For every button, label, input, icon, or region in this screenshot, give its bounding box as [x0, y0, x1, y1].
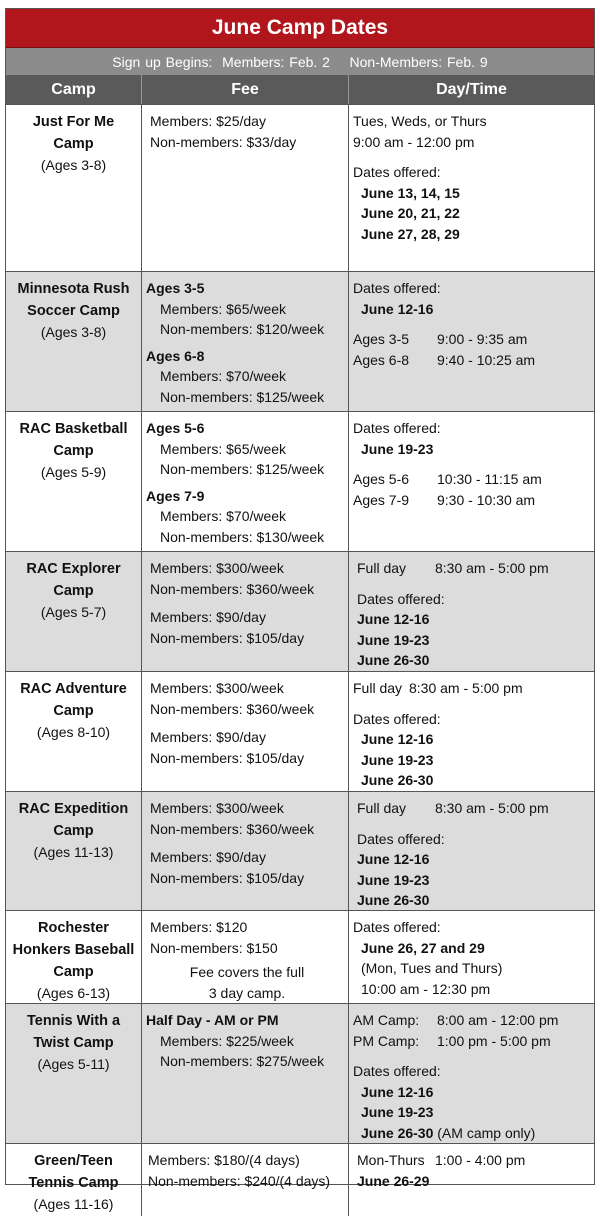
- table-row: [6, 1143, 594, 1216]
- table-row: [6, 910, 594, 1003]
- camp-cell: [6, 911, 142, 1003]
- camp-cell: [6, 672, 142, 791]
- camp-ages: (Ages 5-9): [40, 464, 107, 480]
- date-item: June 13, 14, 15: [361, 184, 460, 201]
- fee-line: Members: $65/week: [160, 440, 287, 457]
- dates-label: Dates offered:: [353, 420, 441, 436]
- camp-cell: [6, 412, 142, 551]
- time-pair: Ages 5-6 10:30 - 11:15 am: [353, 471, 542, 487]
- date-item: June 19-23: [357, 871, 430, 888]
- day-cell: [349, 1004, 594, 1143]
- day-cell: [349, 412, 594, 551]
- header-day-time: Day/Time: [436, 80, 507, 98]
- day-line: (Mon, Tues and Thurs): [361, 960, 503, 976]
- date-item: June 26-30 (AM camp only): [361, 1124, 536, 1141]
- camp-name: Rochester: [38, 920, 109, 936]
- camp-cell: [6, 792, 142, 911]
- fee-group-head: Half Day - AM or PM: [146, 1012, 279, 1028]
- fee-cell: [142, 792, 349, 911]
- fee-line: Members: $25/day: [150, 113, 266, 129]
- page-title: June Camp Dates: [6, 9, 594, 48]
- fee-group-head: Ages 7-9: [146, 487, 205, 504]
- signup-nonmembers: Non-Members: Feb. 9: [349, 53, 488, 70]
- camp-ages: (Ages 11-13): [33, 844, 114, 860]
- day-cell: [349, 672, 594, 791]
- camp-cell: [6, 1004, 142, 1143]
- camp-name: Camp: [53, 964, 94, 980]
- fee-cell: [142, 272, 349, 411]
- date-item: June 12-16: [361, 731, 434, 747]
- camp-cell: [6, 1144, 142, 1216]
- table-row: [6, 791, 594, 910]
- table-row: [6, 411, 594, 551]
- dates-label: Dates offered:: [357, 590, 445, 607]
- fee-line: Members: $90/day: [150, 729, 266, 745]
- day-line: 9:00 am - 12:00 pm: [353, 133, 475, 150]
- time-pair: PM Camp: 1:00 pm - 5:00 pm: [353, 1032, 551, 1049]
- date-item: June 12-16: [361, 300, 434, 317]
- dates-label: Dates offered:: [353, 919, 441, 935]
- fee-line: Members: $225/week: [160, 1032, 294, 1049]
- camp-cell: [6, 552, 142, 671]
- camp-name: Camp: [53, 136, 94, 152]
- date-item: June 26, 27 and 29: [361, 939, 485, 956]
- camp-name: RAC Expedition: [18, 801, 129, 817]
- camp-name: Tennis With a: [26, 1013, 121, 1029]
- fee-line: Non-members: $120/week: [160, 321, 325, 337]
- fee-line: Non-members: $275/week: [160, 1053, 325, 1069]
- fee-line: Non-members: $360/week: [150, 580, 315, 597]
- date-item: June 26-30: [361, 772, 434, 788]
- header-camp: Camp: [6, 75, 142, 104]
- fee-note: 3 day camp.: [208, 984, 286, 1001]
- camp-name: Twist Camp: [33, 1035, 114, 1051]
- fee-line: Non-members: $105/day: [150, 629, 305, 646]
- camp-name: Camp: [53, 703, 94, 719]
- camp-cell: [6, 272, 142, 411]
- camp-dates-table: [5, 8, 595, 1212]
- signup-label: Sign up Begins:: [112, 53, 213, 70]
- fee-line: Members: $70/week: [160, 368, 287, 384]
- time-pair: Ages 3-5 9:00 - 9:35 am: [353, 331, 528, 347]
- fee-line: Non-members: $360/week: [150, 700, 315, 717]
- fee-line: Members: $90/day: [150, 849, 266, 865]
- fee-line: Members: $65/week: [160, 300, 287, 317]
- table-row: [6, 1003, 594, 1143]
- fee-cell: [142, 911, 349, 1003]
- camp-name: Soccer Camp: [27, 303, 120, 319]
- day-cell: [349, 792, 594, 911]
- fee-cell: [142, 1144, 349, 1216]
- camp-ages: (Ages 3-8): [40, 324, 107, 340]
- camp-name: Camp: [53, 583, 94, 599]
- table-row: [6, 671, 594, 791]
- fee-line: Members: $300/week: [150, 680, 284, 696]
- camp-name: RAC Explorer: [26, 561, 121, 577]
- fee-group-head: Ages 6-8: [146, 347, 205, 364]
- fee-line: Non-members: $105/day: [150, 869, 305, 886]
- day-line: 10:00 am - 12:30 pm: [361, 980, 491, 997]
- fee-line: Non-members: $105/day: [150, 749, 305, 766]
- day-cell: [349, 911, 594, 1003]
- date-item: June 19-23: [361, 1104, 434, 1120]
- fee-note: Fee covers the full: [189, 964, 305, 980]
- fee-line: Non-members: $130/week: [160, 528, 325, 545]
- fee-line: Members: $120: [150, 919, 248, 935]
- date-item: June 12-16: [361, 1083, 434, 1100]
- date-item: June 20, 21, 22: [361, 205, 460, 221]
- fee-line: Members: $70/week: [160, 508, 287, 524]
- table-header: [6, 75, 594, 104]
- camp-name: RAC Adventure: [20, 681, 127, 697]
- fee-line: Members: $300/week: [150, 560, 284, 576]
- time-pair: AM Camp: 8:00 am - 12:00 pm: [353, 1012, 559, 1028]
- camp-ages: (Ages 5-7): [40, 604, 107, 620]
- camp-name: RAC Basketball: [19, 421, 128, 437]
- camp-name: Just For Me: [32, 114, 115, 130]
- fee-line: Members: $180/(4 days): [148, 1152, 300, 1168]
- camp-cell: [6, 105, 142, 271]
- day-cell: [349, 105, 594, 271]
- fee-group-head: Ages 5-6: [146, 420, 205, 436]
- day-line: Tues, Weds, or Thurs: [353, 113, 487, 129]
- date-item: June 26-30: [357, 892, 430, 908]
- day-cell: [349, 552, 594, 671]
- fee-line: Non-members: $360/week: [150, 820, 315, 837]
- time-pair: Ages 7-9 9:30 - 10:30 am: [353, 491, 536, 508]
- dates-label: Dates offered:: [353, 710, 441, 727]
- fee-cell: [142, 672, 349, 791]
- camp-name: Camp: [53, 823, 94, 839]
- dates-label: Dates offered:: [353, 1063, 441, 1079]
- camp-name: Minnesota Rush: [17, 281, 130, 297]
- camp-name: Tennis Camp: [28, 1175, 119, 1191]
- fee-line: Non-members: $33/day: [150, 133, 297, 150]
- table-row: [6, 551, 594, 671]
- camp-name: Honkers Baseball: [12, 942, 135, 958]
- dates-label: Dates offered:: [357, 830, 445, 847]
- full-day: Full day 8:30 am - 5:00 pm: [353, 680, 523, 696]
- camp-ages: (Ages 6-13): [36, 985, 111, 1001]
- full-day: Full day 8:30 am - 5:00 pm: [357, 800, 549, 816]
- day-cell: [349, 272, 594, 411]
- camp-name: Green/Teen: [34, 1153, 113, 1169]
- table-row: [6, 271, 594, 411]
- full-day: Full day 8:30 am - 5:00 pm: [357, 560, 549, 576]
- fee-line: Non-members: $125/week: [160, 388, 325, 405]
- fee-cell: [142, 412, 349, 551]
- camp-ages: (Ages 11-16): [33, 1196, 114, 1212]
- date-item: June 19-23: [361, 440, 434, 457]
- header-fee: Fee: [142, 75, 349, 104]
- fee-line: Members: $90/day: [150, 609, 266, 625]
- fee-line: Non-members: $240/(4 days): [148, 1172, 331, 1189]
- camp-ages: (Ages 5-11): [37, 1056, 110, 1072]
- fee-line: Non-members: $125/week: [160, 461, 325, 477]
- signup-banner: [6, 48, 594, 75]
- date-item: June 27, 28, 29: [361, 225, 460, 242]
- camp-ages: (Ages 3-8): [40, 157, 107, 173]
- date-item: June 12-16: [357, 851, 430, 867]
- fee-group-head: Ages 3-5: [146, 280, 205, 296]
- dates-label: Dates offered:: [353, 280, 441, 296]
- date-item: June 19-23: [357, 631, 430, 648]
- fee-line: Non-members: $150: [150, 939, 278, 956]
- fee-cell: [142, 1004, 349, 1143]
- date-item: June 12-16: [357, 611, 430, 627]
- table-row: [6, 104, 594, 271]
- date-item: June 19-23: [361, 751, 434, 768]
- camp-name: Camp: [53, 443, 94, 459]
- date-item: June 26-30: [357, 652, 430, 668]
- fee-cell: [142, 552, 349, 671]
- dates-label: Dates offered:: [353, 164, 441, 180]
- fee-line: Members: $300/week: [150, 800, 284, 816]
- schedule: Mon-Thurs 1:00 - 4:00 pm: [357, 1152, 526, 1168]
- fee-cell: [142, 105, 349, 271]
- day-cell: [349, 1144, 594, 1216]
- date-item: June 26-29: [357, 1172, 430, 1189]
- camp-ages: (Ages 8-10): [36, 724, 111, 740]
- time-pair: Ages 6-8 9:40 - 10:25 am: [353, 351, 536, 368]
- signup-members: Members: Feb. 2: [222, 53, 330, 70]
